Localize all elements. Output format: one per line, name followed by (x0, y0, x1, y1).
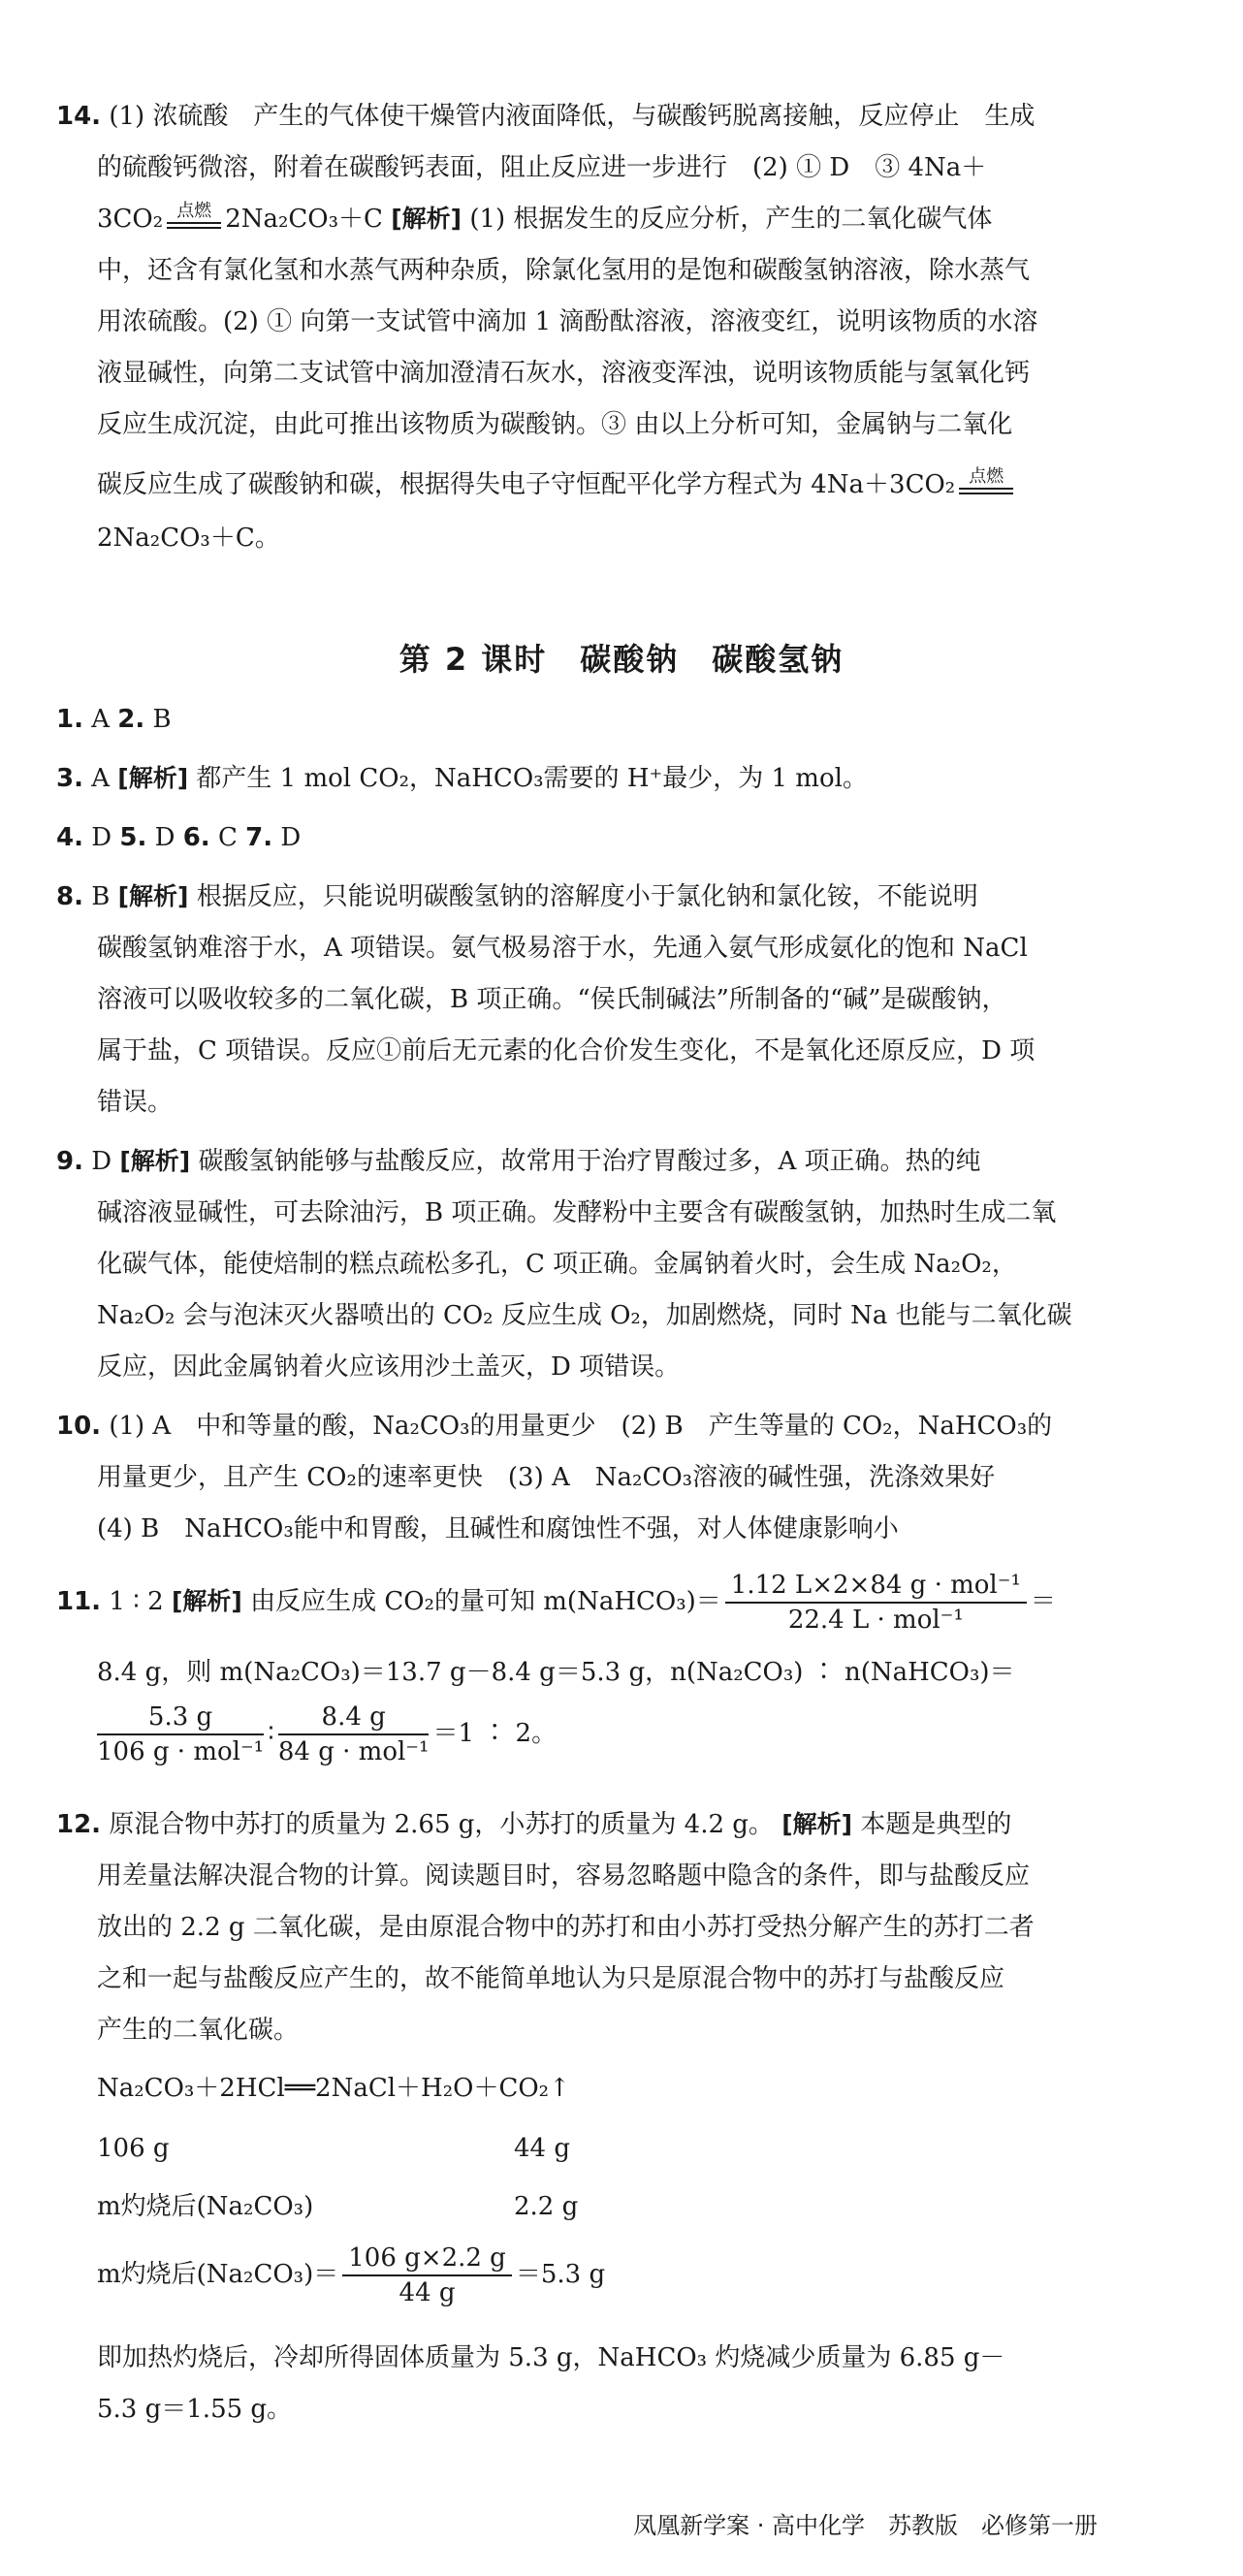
ignition-condition: 点燃 (959, 466, 1013, 494)
q12-line-6: 即加热灼烧后，冷却所得固体质量为 5.3 g，NaHCO₃ 灼烧减少质量为 6.85 g－ (97, 2343, 1005, 2372)
q1-q2-line: 1. A 2. B (56, 705, 172, 734)
q12-line-7: 5.3 g＝1.55 g。 (97, 2395, 293, 2424)
q14-line-1: 14. (1) 浓硫酸 产生的气体使干燥管内液面降低，与碳酸钙脱离接触，反应停止 生成 (56, 102, 1036, 131)
analysis-tag: [解析] (391, 205, 462, 233)
fraction: $\frac{8.4 g}{\text{84 g · mol⁻¹}}$ (277, 1702, 430, 1766)
q3-line: 3. A [解析] 都产生 1 mol CO₂，NaHCO₃需要的 H⁺最少，为 1 mol。 (56, 764, 868, 793)
page-footer: 凤凰新学案 · 高中化学 苏教版 必修第一册 (633, 2512, 1098, 2539)
q11-line-3: $\frac{5.3 g}{\text{106 g · mol⁻¹}}$ ∶ $\frac{8.4 g}{\text{84 g · mol⁻¹}}$ ＝1 ∶ 2。 (97, 1702, 558, 1766)
fraction: $\frac{\text{1.12 L×2×84 g · mol⁻¹}}{\text{22.4 L · mol⁻¹}}$ (725, 1569, 1027, 1637)
q11-line-1: 11. 1 ∶ 2 [解析] 由反应生成 CO₂的量可知 m(NaHCO₃)＝ $\frac{\text{1.12 L×2×84 g · mol⁻¹}}{\text{22.4 L · mol⁻¹}}$ ＝ (56, 1571, 1056, 1635)
q14-line-6: 液显碱性，向第二支试管中滴加澄清石灰水，溶液变浑浊，说明该物质能与氢氧化钙 (97, 359, 1031, 388)
q10-line-2: 用量更少，且产生 CO₂的速率更快 (3) A Na₂CO₃溶液的碱性强，洗涤效果好 (97, 1463, 996, 1492)
q12-line-1: 12. 原混合物中苏打的质量为 2.65 g，小苏打的质量为 4.2 g。 [解析] 本题是典型的 (56, 1810, 1012, 1839)
q14-line-7: 反应生成沉淀，由此可推出该物质为碳酸钠。③ 由以上分析可知，金属钠与二氧化 (97, 410, 1013, 439)
q14-line-4: 中，还含有氯化氢和水蒸气两种杂质，除氯化氢用的是饱和碳酸氢钠溶液，除水蒸气 (97, 256, 1031, 285)
q10-line-1: 10. (1) A 中和等量的酸，Na₂CO₃的用量更少 (2) B 产生等量的 CO₂，NaHCO₃的 (56, 1412, 1053, 1441)
q14-line-9: 2Na₂CO₃＋C。 (97, 524, 280, 553)
q14-line-8: 碳反应生成了碳酸钠和碳，根据得失电子守恒配平化学方程式为 4Na＋3CO₂ 点燃 (97, 465, 1017, 504)
q9-line-3: 化碳气体，能使焙制的糕点疏松多孔，C 项正确。金属钠着火时，会生成 Na₂O₂， (97, 1250, 1017, 1279)
analysis-tag: [解析] (171, 1587, 242, 1615)
stoich-result: m灼烧后(Na₂CO₃)＝ $\frac{106 g\times 2.2 g}{44 g}$ ＝5.3 g (97, 2243, 606, 2307)
section-title: 第 2 课时 碳酸钠 碳酸氢钠 (398, 641, 845, 678)
q9-line-2: 碱溶液显碱性，可去除油污，B 项正确。发酵粉中主要含有碳酸氢钠，加热时生成二氧 (97, 1198, 1057, 1227)
ignition-condition: 点燃 (167, 201, 221, 229)
stoich-row-2: m灼烧后(Na₂CO₃) (97, 2192, 314, 2221)
stoich-row-2-right: 2.2 g (514, 2192, 579, 2221)
analysis-tag: [解析] (117, 882, 189, 910)
q12-line-3: 放出的 2.2 g 二氧化碳，是由原混合物中的苏打和由小苏打受热分解产生的苏打二者 (97, 1913, 1035, 1942)
q9-line-5: 反应，因此金属钠着火应该用沙土盖灭，D 项错误。 (97, 1352, 681, 1382)
stoich-row-1: 106 g (97, 2134, 170, 2163)
q4-q7-line: 4. D 5. D 6. C 7. D (56, 823, 302, 852)
q11-line-2: 8.4 g，则 m(Na₂CO₃)＝13.7 g－8.4 g＝5.3 g，n(Na₂CO₃) ∶ n(NaHCO₃)＝ (97, 1658, 1015, 1687)
question-number: 14. (56, 102, 102, 131)
analysis-tag: [解析] (119, 1147, 191, 1175)
stoich-row-1-right: 44 g (514, 2134, 570, 2163)
q8-line-1: 8. B [解析] 根据反应，只能说明碳酸氢钠的溶解度小于氯化钠和氯化铵，不能说明 (56, 882, 978, 911)
q14-line-3: 3CO₂ 点燃 2Na₂CO₃＋C [解析] (1) 根据发生的反应分析，产生的二氧化碳气体 (97, 200, 993, 234)
fraction: $\frac{106 g\times 2.2 g}{44 g}$ (342, 2242, 512, 2309)
q10-line-3: (4) B NaHCO₃能中和胃酸，且碱性和腐蚀性不强，对人体健康影响小 (97, 1514, 899, 1543)
q9-line-1: 9. D [解析] 碳酸氢钠能够与盐酸反应，故常用于治疗胃酸过多，A 项正确。热的纯 (56, 1147, 981, 1176)
q8-line-2: 碳酸氢钠难溶于水，A 项错误。氨气极易溶于水，先通入氨气形成氨化的饱和 NaCl (97, 934, 1028, 963)
analysis-tag: [解析] (781, 1810, 853, 1838)
analysis-tag: [解析] (117, 764, 189, 792)
fraction: $\frac{5.3 g}{\text{106 g · mol⁻¹}}$ (97, 1702, 265, 1766)
reaction-equation: Na₂CO₃＋2HCl══2NaCl＋H₂O＋CO₂↑ (97, 2074, 570, 2103)
q12-line-4: 之和一起与盐酸反应产生的，故不能简单地认为只是原混合物中的苏打与盐酸反应 (97, 1964, 1005, 1993)
q8-line-5: 错误。 (97, 1088, 174, 1117)
q12-line-2: 用差量法解决混合物的计算。阅读题目时，容易忽略题中隐含的条件，即与盐酸反应 (97, 1861, 1031, 1891)
q8-line-4: 属于盐，C 项错误。反应①前后无元素的化合价发生变化，不是氧化还原反应，D 项 (97, 1036, 1036, 1065)
q14-line-2: 的硫酸钙微溶，附着在碳酸钙表面，阻止反应进一步进行 (2) ① D ③ 4Na＋ (97, 153, 987, 182)
q12-line-5: 产生的二氧化碳。 (97, 2016, 300, 2045)
q9-line-4: Na₂O₂ 会与泡沫灭火器喷出的 CO₂ 反应生成 O₂，加剧燃烧，同时 Na 也能与二氧化碳 (97, 1301, 1072, 1330)
q8-line-3: 溶液可以吸收较多的二氧化碳，B 项正确。“侯氏制碱法”所制备的“碱”是碳酸钠， (97, 985, 1007, 1014)
q14-line-5: 用浓硫酸。(2) ① 向第一支试管中滴加 1 滴酚酞溶液，溶液变红，说明该物质的水溶 (97, 307, 1038, 336)
